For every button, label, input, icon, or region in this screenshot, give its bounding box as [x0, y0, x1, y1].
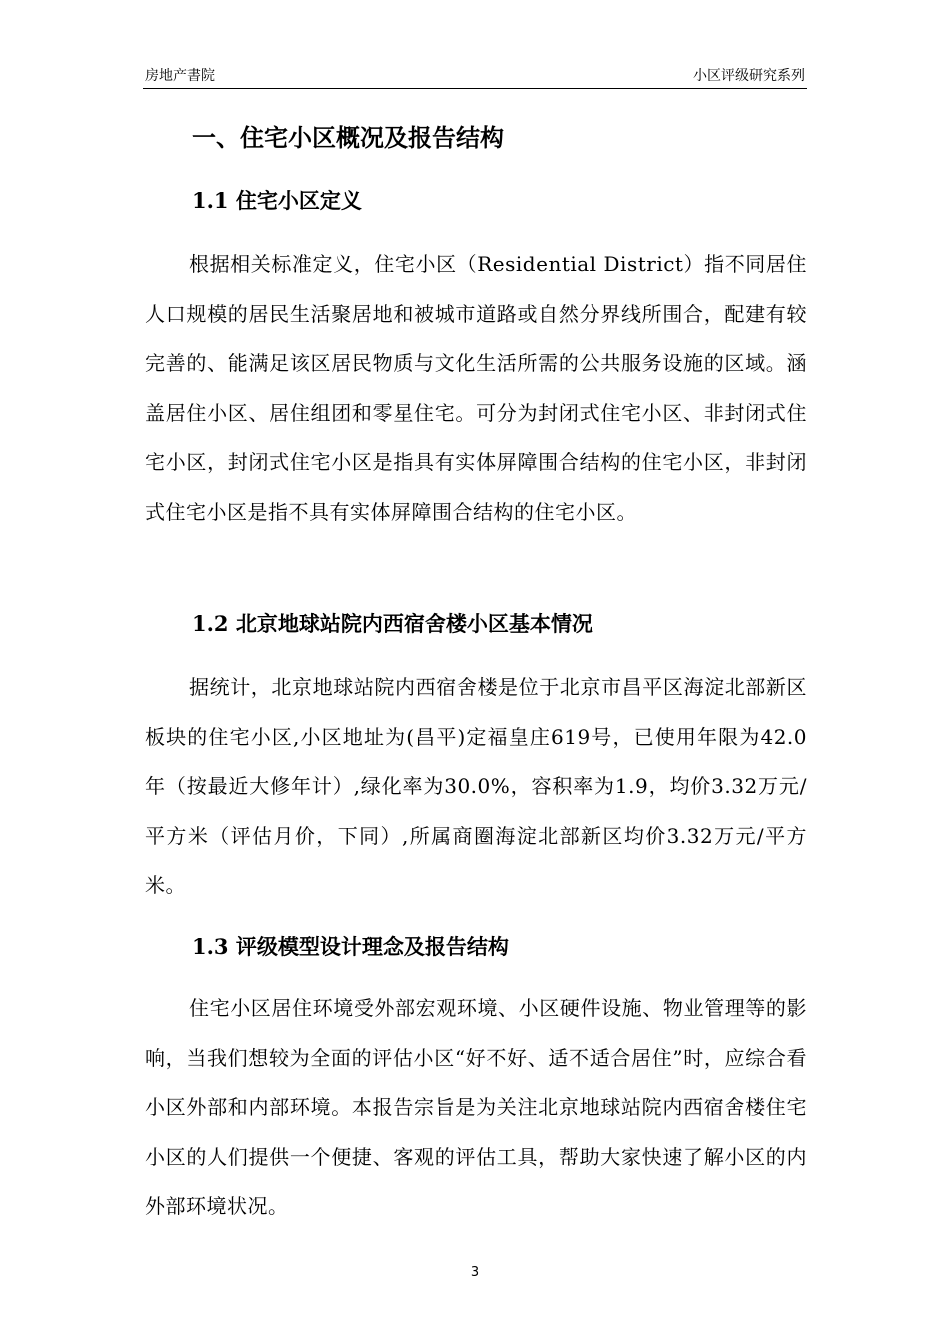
section-title: 一、住宅小区概况及报告结构	[192, 123, 504, 152]
header-right-series: 小区评级研究系列	[693, 68, 805, 84]
header-left-title: 房地产書院	[145, 68, 215, 84]
subsection-heading-1-2: 1.2 北京地球站院内西宿舍楼小区基本情况	[192, 611, 593, 636]
subsection-heading-1-1: 1.1 住宅小区定义	[192, 188, 362, 213]
paragraph-model-design: 住宅小区居住环境受外部宏观环境、小区硬件设施、物业管理等的影响，当我们想较为全面的评估小区“好不好、适不适合居住”时，应综合看小区外部和内部环境。本报告宗旨是为关注北京地球站院内西宿舍楼住宅小区的人们提供一个便捷、客观的评估工具，帮助大家快速了解小区的内外部环境状况。	[145, 996, 807, 1219]
page-number: 3	[470, 1265, 480, 1280]
paragraph-definition: 根据相关标准定义，住宅小区（Residential District）指不同居住人口规模的居民生活聚居地和被城市道路或自然分界线所围合，配建有较完善的、能满足该区居民物质与文化生活所需的公共服务设施的区域。涵盖居住小区、居住组团和零星住宅。可分为封闭式住宅小区、非封闭式住宅小区，封闭式住宅小区是指具有实体屏障围合结构的住宅小区，非封闭式住宅小区是指不具有实体屏障围合结构的住宅小区。	[145, 252, 807, 524]
paragraph-basic-info: 据统计，北京地球站院内西宿舍楼是位于北京市昌平区海淀北部新区板块的住宅小区,小区地址为(昌平)定福皇庄619号，已使用年限为42.0年（按最近大修年计）,绿化率为30.0%，容积率为1.9，均价3.32万元/平方米（评估月价，下同）,所属商圈海淀北部新区均价3.32万元/平方米。	[145, 675, 807, 898]
subsection-heading-1-3: 1.3 评级模型设计理念及报告结构	[192, 934, 509, 959]
header-divider	[143, 88, 807, 89]
